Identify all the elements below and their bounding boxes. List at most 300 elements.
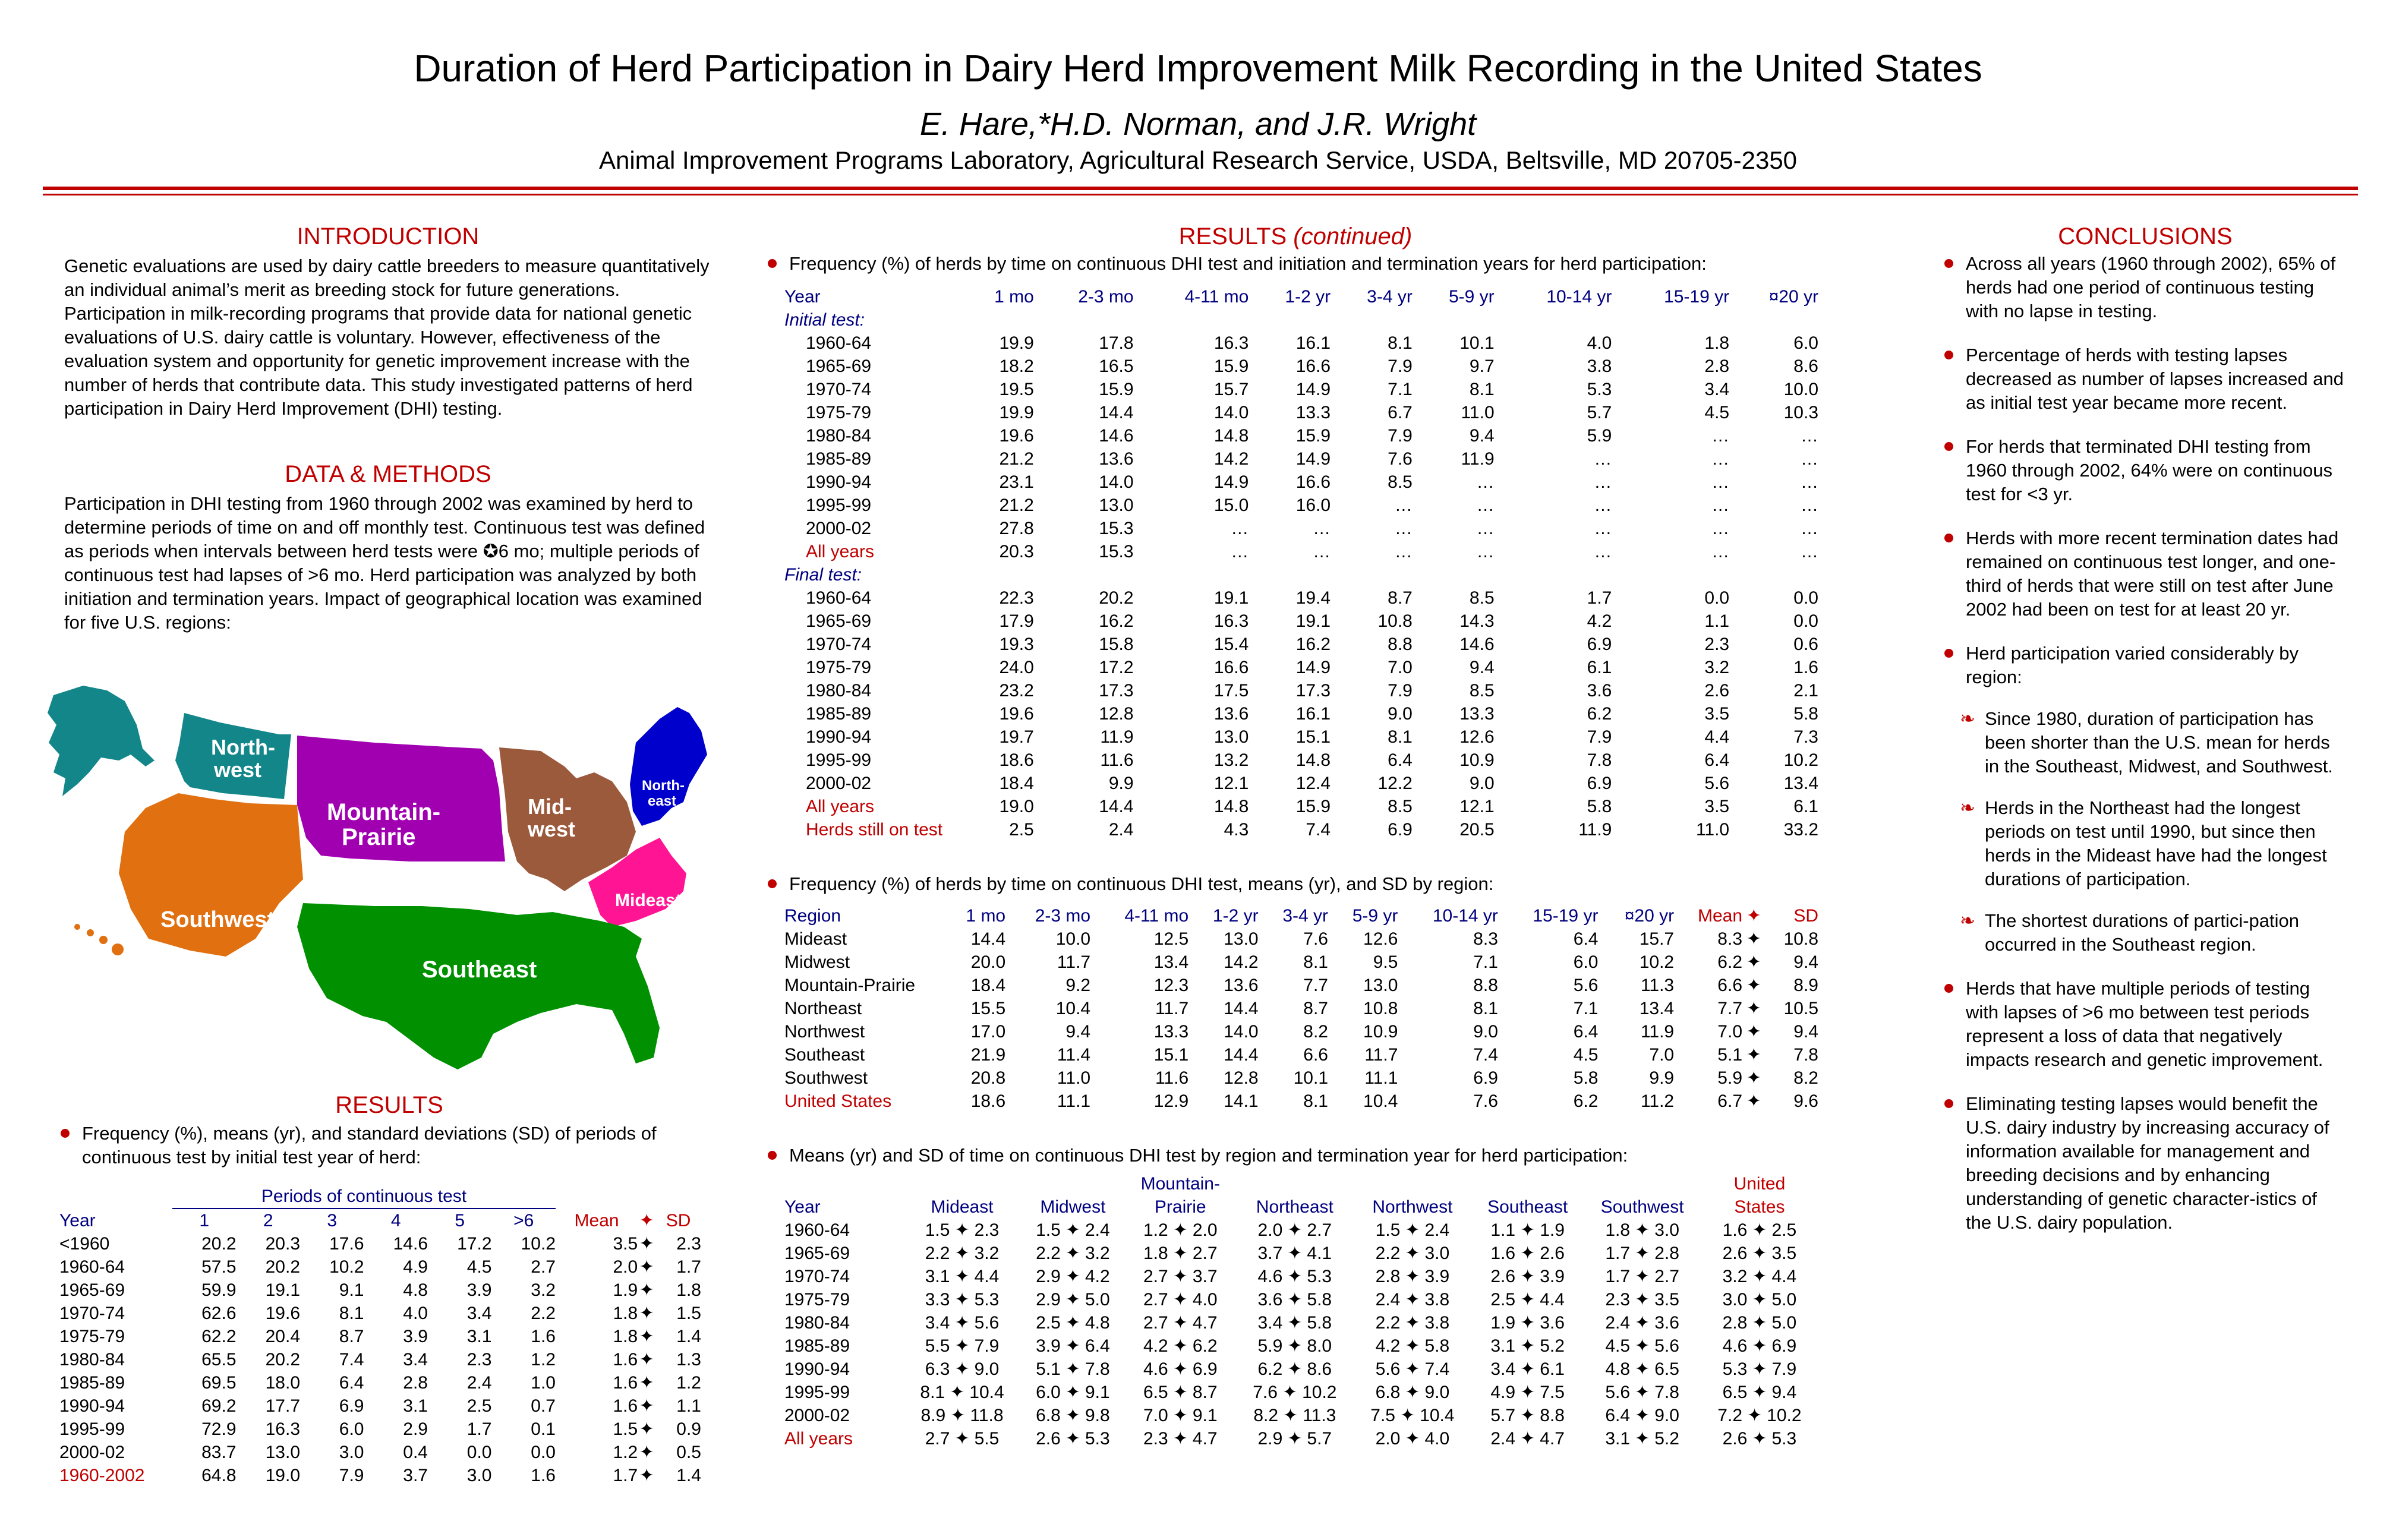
pm-icon: ✦ <box>1752 1359 1767 1379</box>
table-cell: 6.7 <box>1388 403 1413 422</box>
table-cell: 11.7 <box>1155 999 1189 1018</box>
termination-region-table <box>784 1172 1818 1450</box>
table-cell: 1.5 <box>676 1304 701 1323</box>
table-cell: 14.4 <box>1099 403 1134 422</box>
table-cell: … <box>1394 542 1413 561</box>
pm-icon: ✦ <box>1287 1336 1303 1356</box>
mean-sd-cell <box>1584 1311 1700 1334</box>
table-cell: 16.2 <box>1295 635 1331 654</box>
table-cell: 13.3 <box>1153 1022 1189 1042</box>
mean-sd-cell <box>1354 1265 1471 1288</box>
sd-value: 4.8 <box>1084 1313 1110 1333</box>
table-cell: 64.8 <box>201 1466 237 1485</box>
table-cell: 1.9 <box>613 1280 638 1300</box>
pm-icon: ✦ <box>639 1396 654 1416</box>
table-cell: 15.1 <box>1153 1045 1189 1065</box>
poster-affiliation: Animal Improvement Programs Laboratory, Agricultural Research Service, USDA, Beltsville, MD 20705-2350 <box>598 146 1798 174</box>
table-cell: 11.9 <box>1578 820 1612 840</box>
table-cell: 2.5 <box>466 1396 492 1416</box>
sd-value: 5.0 <box>1771 1313 1797 1333</box>
mean-sd-cell <box>1236 1288 1354 1311</box>
pm-icon: ✦ <box>1520 1359 1536 1379</box>
table-cell: 9.1 <box>339 1280 364 1300</box>
table-cell: Southwest <box>784 1068 868 1088</box>
results-bullet: Frequency (%), means (yr), and standard deviations (SD) of periods of continuous test by initial test year of herd: <box>59 1122 719 1169</box>
table-cell: 13.0 <box>1224 929 1259 949</box>
table-cell: 22.3 <box>999 588 1034 608</box>
left-column <box>64 225 712 635</box>
table-cell: 0.0 <box>1793 588 1818 608</box>
mean-value: 2.0 <box>1257 1220 1283 1240</box>
t1-col-4: 4 <box>390 1211 401 1230</box>
table-row <box>59 1302 701 1325</box>
table-row <box>784 795 1818 818</box>
sd-value: 5.8 <box>1424 1336 1450 1356</box>
mean-value: 2.7 <box>925 1429 950 1449</box>
table-cell: 1965-69 <box>806 611 872 631</box>
table-cell: 1975-79 <box>806 658 872 677</box>
table-cell: 6.9 <box>1587 635 1612 654</box>
mean-sd-cell <box>903 1334 1021 1358</box>
region-table <box>784 904 1818 1113</box>
pm-icon: ✦ <box>1287 1220 1303 1240</box>
table-cell: 11.9 <box>1100 727 1134 747</box>
table-cell: 8.7 <box>1303 999 1328 1018</box>
map-label-midwest: Mid- <box>528 794 572 819</box>
table-cell: … <box>1594 519 1612 538</box>
table-cell: … <box>1801 472 1818 492</box>
table2-header <box>784 285 1818 308</box>
pm-icon: ✦ <box>954 1220 970 1240</box>
table-cell: 1975-79 <box>59 1327 125 1346</box>
table-cell: 1980-84 <box>806 681 872 700</box>
table-header-cell: 1 mo <box>994 287 1034 307</box>
table-cell: 15.9 <box>1099 380 1134 399</box>
table-cell: 1.3 <box>676 1350 701 1369</box>
mean-sd-cell <box>1125 1427 1236 1450</box>
table-cell: 7.9 <box>339 1466 364 1485</box>
pm-icon: ✦ <box>1065 1359 1080 1379</box>
table-cell: 69.2 <box>201 1396 237 1416</box>
sd-value: 8.6 <box>1307 1359 1332 1379</box>
table-cell: 10.1 <box>1459 333 1495 353</box>
table-cell: 14.4 <box>1099 797 1134 816</box>
table-cell: 16.6 <box>1213 658 1249 677</box>
mean-value: 1.2 <box>1143 1220 1168 1240</box>
mean-value: 2.2 <box>1375 1244 1401 1263</box>
table-cell: 19.3 <box>999 635 1034 654</box>
pm-icon: ✦ <box>1752 1267 1767 1286</box>
sd-value: 9.0 <box>1654 1406 1679 1425</box>
subheader-label: Initial test: <box>784 310 865 330</box>
sd-value: 3.6 <box>1540 1313 1565 1333</box>
mean-value: 4.2 <box>1143 1336 1168 1356</box>
table-cell: 14.8 <box>1213 797 1249 816</box>
table-cell: 2000-02 <box>806 774 872 793</box>
table-row <box>784 1020 1818 1043</box>
table-cell: 12.5 <box>1153 929 1189 949</box>
mean-value: 5.5 <box>925 1336 950 1356</box>
conclusion-7: Eliminating testing lapses would benefit the U.S. dairy industry by increasing accuracy of information available for management and breeding decisions and by enhancing understanding of genetic character-istics of the U.S. dairy population. <box>1943 1092 2347 1235</box>
table-cell: Northeast <box>784 999 862 1018</box>
table-row <box>59 1371 701 1394</box>
poster-authors: E. Hare,*H.D. Norman, and J.R. Wright <box>919 106 1477 142</box>
header-rule-top <box>43 187 2358 190</box>
table-header-cell <box>784 1172 903 1195</box>
table-cell: 8.1 <box>1388 727 1413 747</box>
mean-sd-cell <box>903 1427 1021 1450</box>
table-cell: 83.7 <box>201 1443 237 1462</box>
table-cell: 9.7 <box>1469 356 1495 376</box>
mean-sd-cell <box>1471 1334 1584 1358</box>
pm-icon: ✦ <box>1746 1068 1761 1088</box>
table-cell: 14.2 <box>1213 449 1249 469</box>
table-cell: 2.0 <box>613 1257 638 1277</box>
pm-icon: ✦ <box>1635 1383 1650 1402</box>
table-cell: 7.9 <box>1388 681 1413 700</box>
sd-value: 3.6 <box>1654 1313 1679 1333</box>
mean-sd-cell <box>1701 1265 1818 1288</box>
sd-value: 11.8 <box>970 1406 1004 1425</box>
pm-icon: ✦ <box>950 1383 965 1402</box>
table-cell: 6.4 <box>1704 750 1730 770</box>
sd-value: 9.1 <box>1084 1383 1110 1402</box>
table-cell: 10.8 <box>1363 999 1398 1018</box>
table-cell: 17.7 <box>265 1396 300 1416</box>
table-cell: Southeast <box>784 1045 865 1065</box>
table-cell: … <box>1394 496 1413 515</box>
mean-value: 2.5 <box>1490 1290 1516 1309</box>
mean-value: 8.9 <box>920 1406 946 1425</box>
table-header-cell: Southwest <box>1600 1197 1684 1217</box>
sd-value: 7.9 <box>1771 1359 1797 1379</box>
table-cell: 0.0 <box>466 1443 492 1462</box>
table-cell: … <box>1313 542 1331 561</box>
t1-col-5: 5 <box>455 1211 465 1230</box>
subheader-label: Final test: <box>784 565 862 585</box>
mean-sd-cell <box>1471 1311 1584 1334</box>
table-row <box>784 1066 1818 1090</box>
table-header-cell: 2-3 mo <box>1035 906 1091 926</box>
table-row <box>784 1043 1818 1066</box>
sd-value: 11.3 <box>1303 1406 1336 1425</box>
table-cell: All years <box>784 1429 853 1449</box>
table-cell: 10.2 <box>329 1257 364 1277</box>
conclusion-6: Herds that have multiple periods of testing with lapses of >6 mo between test periods represent a loss of data that negatively impacts research and genetic improvement. <box>1943 977 2347 1072</box>
table-cell: 11.7 <box>1057 952 1091 972</box>
mean-sd-cell <box>1471 1358 1584 1381</box>
table-header-cell: Southeast <box>1487 1197 1568 1217</box>
table-cell: 14.0 <box>1099 472 1134 492</box>
table-row <box>784 332 1818 355</box>
mean-value: 5.9 <box>1257 1336 1283 1356</box>
table-cell: 1.6 <box>613 1350 638 1369</box>
table-cell: 9.0 <box>1473 1022 1498 1042</box>
mean-value: 1.9 <box>1490 1313 1516 1333</box>
table-cell: 20.2 <box>1099 588 1134 608</box>
sd-value: 2.7 <box>1307 1220 1332 1240</box>
results-continued-heading <box>767 225 1824 248</box>
conclusion-5b <box>1943 796 2347 891</box>
mean-sd-cell <box>1471 1242 1584 1265</box>
table-cell: 10.1 <box>1293 1068 1328 1088</box>
leaf-icon: ❧ <box>1960 910 1975 931</box>
table-header-cell: 5-9 yr <box>1352 906 1398 926</box>
table-row <box>59 1255 701 1279</box>
table-cell: 1980-84 <box>806 426 872 446</box>
table-cell: <1960 <box>59 1234 110 1254</box>
table-cell: 3.9 <box>403 1327 428 1346</box>
pm-icon: ✦ <box>1172 1267 1188 1286</box>
mean-sd-cell <box>1471 1219 1584 1242</box>
table-cell: 19.4 <box>1295 588 1331 608</box>
table-row <box>59 1325 701 1348</box>
mean-sd-cell <box>1701 1219 1818 1242</box>
table-cell: 7.0 <box>1649 1045 1675 1065</box>
table1-body <box>59 1232 701 1487</box>
table-cell: 1970-74 <box>59 1304 125 1323</box>
sd-value: 3.0 <box>1424 1244 1450 1263</box>
table-cell: 65.5 <box>201 1350 237 1369</box>
mean-value: 3.9 <box>1036 1336 1061 1356</box>
table4-header <box>784 1195 1818 1219</box>
table-row <box>59 1232 701 1255</box>
mean-value: 6.2 <box>1257 1359 1283 1379</box>
sd-value: 2.3 <box>974 1220 1000 1240</box>
table-cell: 1985-89 <box>806 704 872 724</box>
sd-value: 2.7 <box>1192 1244 1218 1263</box>
pm-icon: ✦ <box>1746 1091 1761 1111</box>
sd-value: 3.2 <box>974 1244 1000 1263</box>
t1-col-mean: Mean <box>574 1210 619 1230</box>
sd-value: 4.0 <box>1192 1290 1218 1309</box>
table-cell: 8.1 <box>1303 952 1328 972</box>
pm-icon: ✦ <box>1405 1383 1420 1402</box>
results2-bullet1: Frequency (%) of herds by time on continuous DHI test and initiation and termination years for herd participation: <box>767 252 1824 276</box>
table-header-cell: 4-11 mo <box>1184 287 1249 307</box>
table-cell: 17.8 <box>1099 333 1134 353</box>
table-cell: 9.0 <box>1388 704 1413 724</box>
sd-value: 3.5 <box>1771 1244 1797 1263</box>
table-cell: 19.9 <box>999 403 1034 422</box>
pm-icon: ✦ <box>1405 1290 1420 1309</box>
table-cell: 14.6 <box>1099 426 1134 446</box>
table-header-cell: 1-2 yr <box>1212 906 1259 926</box>
table-cell: 3.4 <box>466 1304 492 1323</box>
mean-value: 2.6 <box>1490 1267 1516 1286</box>
table-cell: 1985-89 <box>59 1373 125 1393</box>
table-cell: 1965-69 <box>59 1280 125 1300</box>
table-cell: … <box>1711 496 1730 515</box>
sd-value: 5.0 <box>1084 1290 1110 1309</box>
table-cell: 14.0 <box>1224 1022 1259 1042</box>
table-header-cell: Midwest <box>1040 1197 1106 1217</box>
table-cell: 1.8 <box>1704 333 1730 353</box>
table-cell: 10.8 <box>1377 611 1413 631</box>
table-cell: 0.0 <box>1704 588 1730 608</box>
pm-icon: ✦ <box>1752 1313 1767 1333</box>
mean-value: 1.5 <box>925 1220 950 1240</box>
table-cell: 8.2 <box>1303 1022 1328 1042</box>
table-header-cell: 3-4 yr <box>1282 906 1328 926</box>
mean-value: 2.7 <box>1143 1267 1168 1286</box>
table-cell: 6.4 <box>1573 1022 1599 1042</box>
table-cell: 2.3 <box>466 1350 492 1369</box>
table-cell: 9.2 <box>1065 976 1091 995</box>
table-cell: 11.7 <box>1364 1045 1398 1065</box>
table-row <box>784 494 1818 517</box>
sd-value: 2.0 <box>1192 1220 1218 1240</box>
table-cell: 11.9 <box>1640 1022 1675 1042</box>
table-subheader <box>784 308 1818 332</box>
table-cell: 2.4 <box>1108 820 1134 840</box>
mean-sd-cell <box>1354 1242 1471 1265</box>
table-cell: 5.9 <box>1717 1068 1743 1088</box>
pm-icon: ✦ <box>1172 1359 1188 1379</box>
table-header-cell <box>1584 1172 1700 1195</box>
mean-value: 7.5 <box>1370 1406 1395 1425</box>
table-cell: 14.1 <box>1224 1091 1259 1111</box>
table-cell: … <box>1476 519 1495 538</box>
table-header-cell: Prairie <box>1154 1197 1206 1217</box>
table-cell: 3.6 <box>1587 681 1612 700</box>
table-cell: 13.0 <box>1363 976 1398 995</box>
table-cell: 10.2 <box>1783 750 1818 770</box>
table-cell: 1.7 <box>676 1257 701 1277</box>
table-cell: 1980-84 <box>784 1313 850 1333</box>
table-row <box>59 1394 701 1418</box>
mean-sd-cell <box>1125 1358 1236 1381</box>
table-cell: … <box>1476 472 1495 492</box>
mean-value: 2.0 <box>1375 1429 1401 1449</box>
table-cell: 17.3 <box>1099 681 1134 700</box>
mean-value: 5.1 <box>1036 1359 1061 1379</box>
alaska-region <box>48 686 155 796</box>
table-cell: 11.9 <box>1461 449 1495 469</box>
conclusion-1: Across all years (1960 through 2002), 65% of herds had one period of continuous testing with no lapse in testing. <box>1943 252 2347 323</box>
table-row <box>784 951 1818 974</box>
mean-value: 1.5 <box>1036 1220 1061 1240</box>
pm-icon: ✦ <box>1065 1313 1080 1333</box>
table-cell: 12.9 <box>1153 1091 1189 1111</box>
table-cell: 3.2 <box>531 1280 556 1300</box>
sd-value: 3.5 <box>1654 1290 1679 1309</box>
table-cell: 8.8 <box>1388 635 1413 654</box>
pm-icon: ✦ <box>1752 1290 1767 1309</box>
table-cell: 7.0 <box>1717 1022 1743 1042</box>
sd-value: 4.4 <box>974 1267 1000 1286</box>
sd-value: 2.8 <box>1654 1244 1679 1263</box>
table-cell: All years <box>806 797 875 816</box>
leaf-icon: ❧ <box>1960 708 1975 729</box>
init-term-table <box>784 285 1818 841</box>
table-cell: 17.9 <box>999 611 1034 631</box>
sd-value: 7.8 <box>1654 1383 1679 1402</box>
t1-col-3: 3 <box>327 1211 338 1230</box>
table-header-cell: 1 mo <box>966 906 1006 926</box>
table-cell: 5.8 <box>1587 797 1612 816</box>
table-cell: 12.1 <box>1459 797 1495 816</box>
sd-value: 10.2 <box>1767 1406 1802 1425</box>
table-cell: … <box>1594 496 1612 515</box>
pm-icon: ✦ <box>1287 1429 1303 1449</box>
map-label-mountain-2: Prairie <box>342 824 416 850</box>
table-cell: 4.3 <box>1224 820 1249 840</box>
table-row <box>59 1348 701 1371</box>
table-cell: 19.6 <box>999 704 1034 724</box>
table-cell: 8.7 <box>339 1327 364 1346</box>
mean-sd-cell <box>1354 1288 1471 1311</box>
table-cell: 1980-84 <box>59 1350 125 1369</box>
table-cell: 1970-74 <box>806 380 872 399</box>
pm-icon: ✦ <box>1400 1406 1415 1425</box>
table-cell: 5.1 <box>1717 1045 1743 1065</box>
pm-icon: ✦ <box>639 1234 654 1254</box>
sd-value: 9.1 <box>1192 1406 1218 1425</box>
table-cell: 8.8 <box>1473 976 1498 995</box>
table-cell: 1960-2002 <box>59 1466 145 1485</box>
mean-value: 1.7 <box>1605 1244 1631 1263</box>
middle-column <box>767 225 1824 1450</box>
table-cell: 19.7 <box>999 727 1034 747</box>
map-label-northwest-2: west <box>214 758 262 782</box>
table-header-cell: Year <box>784 1197 821 1217</box>
table-cell: 2.4 <box>466 1373 492 1393</box>
sd-value: 9.0 <box>1424 1383 1450 1402</box>
table-cell: 6.2 <box>1587 704 1612 724</box>
sd-value: 3.8 <box>1424 1313 1450 1333</box>
mean-value: 3.4 <box>925 1313 950 1333</box>
sd-value: 3.9 <box>1540 1267 1565 1286</box>
pm-icon: ✦ <box>1065 1244 1080 1263</box>
sd-value: 2.5 <box>1771 1220 1797 1240</box>
sd-value: 6.9 <box>1771 1336 1797 1356</box>
table-cell: 1.5 <box>613 1419 638 1439</box>
sd-value: 5.5 <box>974 1429 1000 1449</box>
table-cell: All years <box>806 542 875 561</box>
mean-sd-cell <box>1236 1242 1354 1265</box>
sd-value: 8.0 <box>1307 1336 1332 1356</box>
table-cell: 8.1 <box>1388 333 1413 353</box>
sd-value: 9.4 <box>1771 1383 1797 1402</box>
mean-value: 4.8 <box>1605 1359 1631 1379</box>
table-cell: 1.8 <box>676 1280 701 1300</box>
table-cell: 1.6 <box>613 1396 638 1416</box>
table-cell: 57.5 <box>201 1257 237 1277</box>
table-cell: 11.1 <box>1057 1091 1091 1111</box>
mean-value: 2.9 <box>1036 1290 1061 1309</box>
table-cell: 1970-74 <box>784 1267 850 1286</box>
mean-sd-cell <box>903 1219 1021 1242</box>
sd-value: 4.7 <box>1540 1429 1565 1449</box>
sd-value: 5.7 <box>1307 1429 1332 1449</box>
pm-icon: ✦ <box>639 1280 654 1300</box>
table-row <box>784 633 1818 656</box>
table-row <box>784 517 1818 540</box>
pm-icon: ✦ <box>1520 1290 1536 1309</box>
mean-value: 2.3 <box>1143 1429 1168 1449</box>
table-cell: 11.3 <box>1640 976 1675 995</box>
table-cell: 16.5 <box>1099 356 1134 376</box>
table-cell: 1.6 <box>531 1466 556 1485</box>
header-rule-bottom <box>43 194 2358 195</box>
conclusion-3: For herds that terminated DHI testing from 1960 through 2002, 64% were on continuous test for <3 yr. <box>1943 435 2347 506</box>
table-cell: 16.6 <box>1295 356 1331 376</box>
mean-sd-cell <box>1125 1242 1236 1265</box>
conclusion-5b-text: Herds in the Northeast had the longest periods on test until 1990, but since then herds in the Mideast have had the longest durations of participation. <box>1985 797 2327 889</box>
table-cell: 14.9 <box>1295 380 1331 399</box>
table-cell: 8.5 <box>1469 588 1495 608</box>
